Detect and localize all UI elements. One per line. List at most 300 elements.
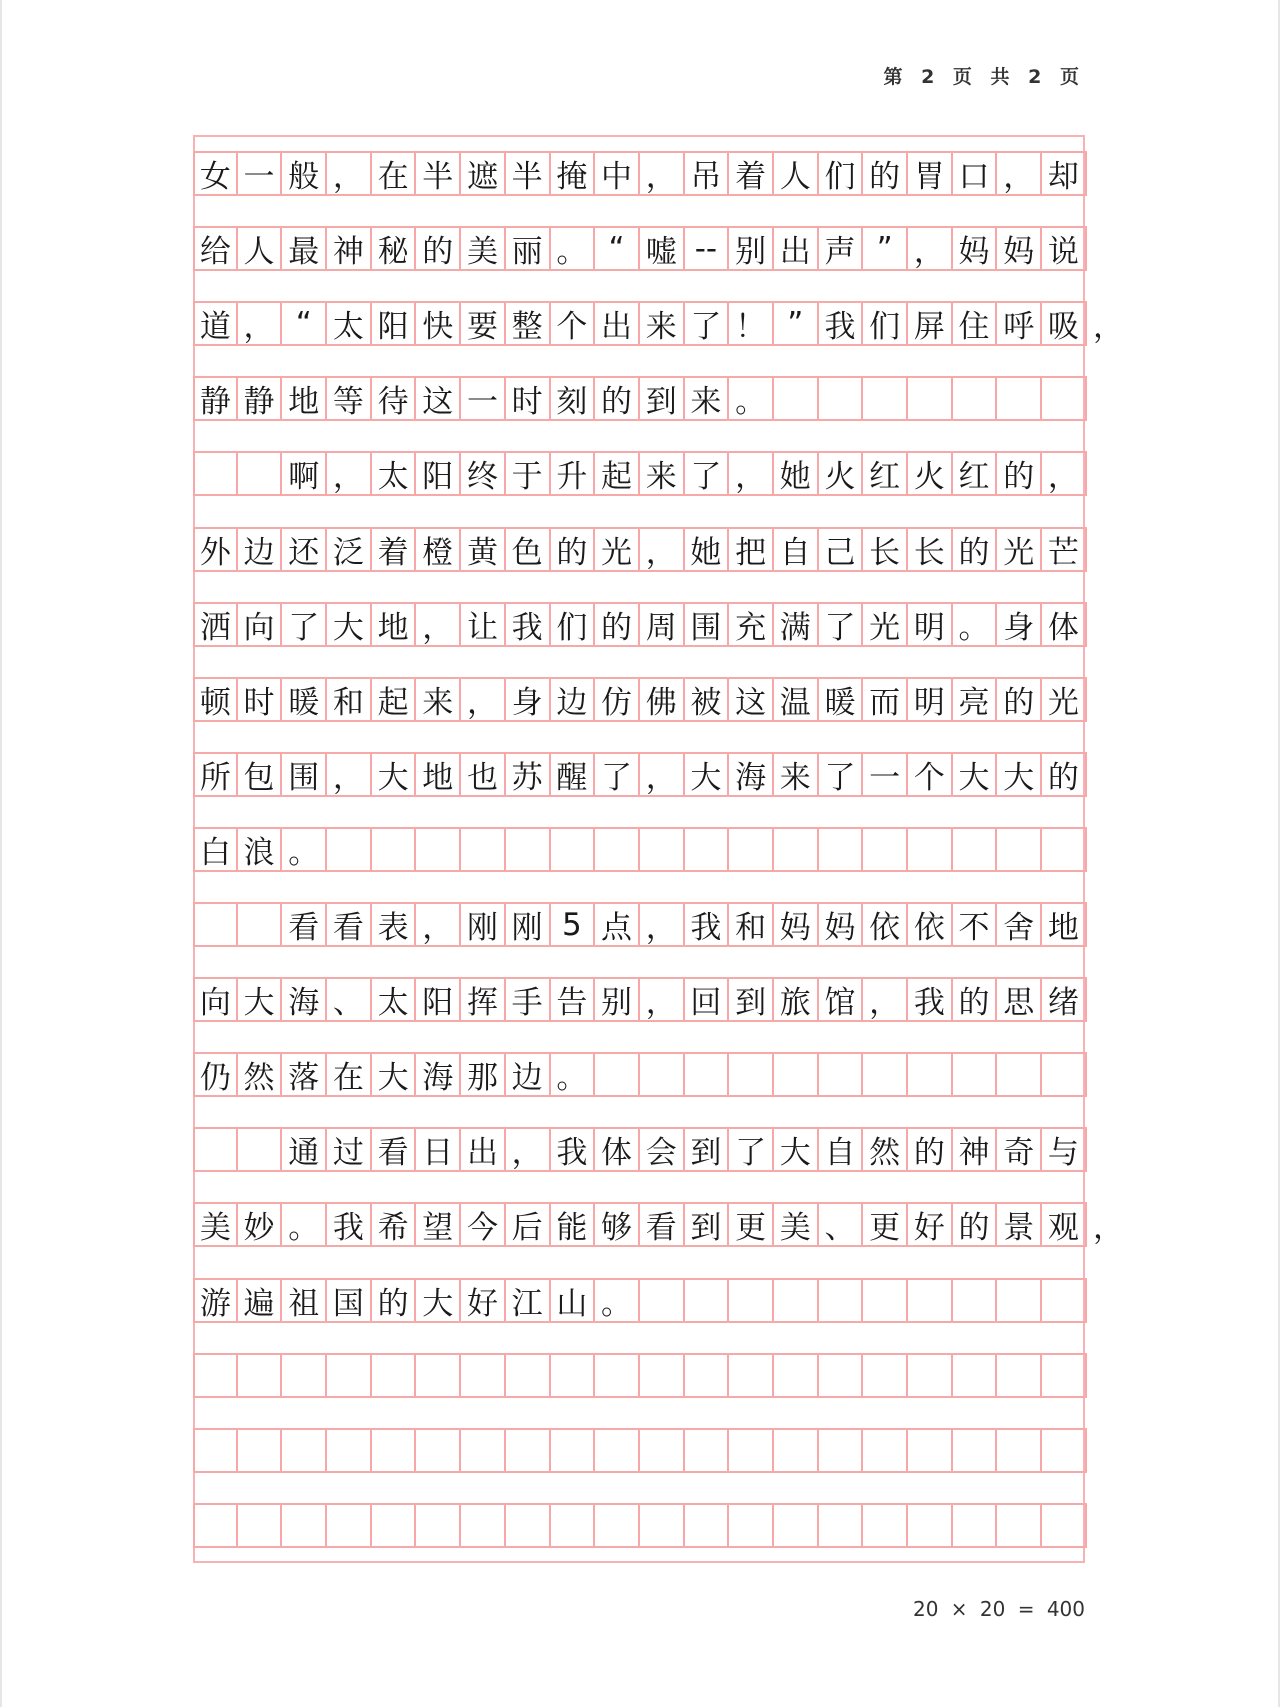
grid-cell: 。 [729,378,774,419]
grid-cell: 暖 [282,679,327,720]
grid-cell: 后 [506,1204,551,1245]
grid-cell [819,1430,864,1471]
grid-cell [819,1505,864,1546]
grid-cell: 丽 [506,228,551,269]
grid-cell: 在 [372,153,417,194]
grid-cell: 手 [506,979,551,1020]
grid-cell [953,378,998,419]
grid-cell: 的 [997,679,1042,720]
grid-cell [774,1430,819,1471]
grid-cell: ” [774,303,819,344]
grid-cell: 屏 [908,303,953,344]
grid-cell: 住 [953,303,998,344]
grid-row [193,301,1124,346]
grid-cell [819,829,864,870]
grid-cell [282,1355,327,1396]
grid-cell: 把 [729,529,774,570]
grid-cell: ， [640,979,685,1020]
grid-cell [997,378,1042,419]
grid-cell [953,829,998,870]
grid-cell: 然 [238,1054,283,1095]
grid-cell: ， [327,754,372,795]
grid-cell: ， [640,754,685,795]
grid-cell [238,453,283,494]
grid-cell: 也 [461,754,506,795]
grid-cell: 和 [327,679,372,720]
grid-cell: 芒 [1042,529,1087,570]
grid-row [193,226,1087,271]
grid-cell: 我 [819,303,864,344]
grid-row [193,977,1087,1022]
grid-cell: ， [908,228,953,269]
grid-cell [238,1430,283,1471]
grid-cell [774,1280,819,1321]
grid-cell [640,1355,685,1396]
grid-cell: 看 [282,904,327,945]
grid-cell: 与 [1042,1129,1087,1170]
grid-cell: 时 [238,679,283,720]
grid-cell: 地 [1042,904,1087,945]
grid-cell: 嘘 [640,228,685,269]
grid-cell: ， [997,153,1042,194]
grid-cell [953,1280,998,1321]
grid-cell [372,1430,417,1471]
grid-cell: ， [640,529,685,570]
grid-cell: 更 [863,1204,908,1245]
grid-cell [774,378,819,419]
grid-cell: 海 [416,1054,461,1095]
grid-cell: 的 [1042,754,1087,795]
grid-cell: 我 [327,1204,372,1245]
grid-cell: 体 [595,1129,640,1170]
grid-cell: 。 [551,228,596,269]
page-edge-left [0,0,2,1707]
grid-cell: 最 [282,228,327,269]
grid-cell [685,829,730,870]
grid-cell [461,1430,506,1471]
grid-cell [238,1505,283,1546]
grid-cell [997,829,1042,870]
grid-cell [863,378,908,419]
grid-cell: 看 [327,904,372,945]
grid-cell: 今 [461,1204,506,1245]
grid-cell: 火 [908,453,953,494]
grid-cell: 红 [953,453,998,494]
grid-cell: 大 [997,754,1042,795]
grid-cell: 半 [506,153,551,194]
grid-cell [685,1280,730,1321]
grid-cell: 了 [819,604,864,645]
grid-cell: 们 [863,303,908,344]
grid-cell: 到 [685,1204,730,1245]
grid-cell: 终 [461,453,506,494]
grid-cell: 的 [416,228,461,269]
grid-cell: 们 [551,604,596,645]
grid-cell: 思 [997,979,1042,1020]
grid-cell: 太 [327,303,372,344]
grid-cell [238,1355,283,1396]
grid-cell: 、 [819,1204,864,1245]
grid-cell: 火 [819,453,864,494]
grid-cell: 白 [193,829,238,870]
grid-cell: 女 [193,153,238,194]
grid-cell [327,829,372,870]
grid-cell: 的 [908,1129,953,1170]
grid-cell: 胃 [908,153,953,194]
grid-cell: 景 [997,1204,1042,1245]
grid-cell: 般 [282,153,327,194]
grid-cell: 那 [461,1054,506,1095]
grid-cell [953,1054,998,1095]
grid-cell: 够 [595,1204,640,1245]
grid-cell: 呼 [997,303,1042,344]
grid-cell: 被 [685,679,730,720]
grid-cell [908,1505,953,1546]
grid-cell: 通 [282,1129,327,1170]
grid-cell: “ [282,303,327,344]
grid-cell: 到 [640,378,685,419]
grid-cell [506,829,551,870]
grid-cell: 了 [282,604,327,645]
grid-cell [997,1355,1042,1396]
grid-cell: 己 [819,529,864,570]
grid-cell: 长 [908,529,953,570]
grid-cell: 温 [774,679,819,720]
grid-cell: 太 [372,979,417,1020]
grid-cell: 起 [595,453,640,494]
grid-cell: 的 [595,604,640,645]
grid-cell: 依 [908,904,953,945]
grid-row [193,827,1087,872]
grid-cell: 好 [461,1280,506,1321]
grid-cell: 神 [327,228,372,269]
grid-cell [997,1280,1042,1321]
grid-cell: 了 [729,1129,774,1170]
grid-cell: 更 [729,1204,774,1245]
grid-cell: 妈 [997,228,1042,269]
grid-cell: 出 [461,1129,506,1170]
grid-cell: “ [595,228,640,269]
grid-cell: 妈 [819,904,864,945]
grid-cell: 看 [372,1129,417,1170]
grid-cell: 出 [595,303,640,344]
grid-cell [193,904,238,945]
grid-cell: 。 [282,829,327,870]
grid-cell: 的 [551,529,596,570]
grid-cell: 大 [372,754,417,795]
grid-cell: 望 [416,1204,461,1245]
grid-cell [685,1505,730,1546]
grid-cell [193,1355,238,1396]
grid-cell: 海 [282,979,327,1020]
grid-cell: 一 [461,378,506,419]
grid-cell: 一 [238,153,283,194]
grid-cell [372,1355,417,1396]
grid-cell: 绪 [1042,979,1087,1020]
grid-cell: 明 [908,604,953,645]
grid-cell [327,1505,372,1546]
grid-cell: ， [863,979,908,1020]
grid-cell: 别 [729,228,774,269]
grid-cell: 这 [729,679,774,720]
grid-cell [416,1505,461,1546]
grid-cell [1042,1355,1087,1396]
grid-cell: 的 [863,153,908,194]
grid-cell: 时 [506,378,551,419]
grid-cell: 馆 [819,979,864,1020]
grid-cell [193,1129,238,1170]
grid-cell: 大 [238,979,283,1020]
grid-cell: 舍 [997,904,1042,945]
grid-cell: 别 [595,979,640,1020]
grid-cell [953,1355,998,1396]
grid-cell: 半 [416,153,461,194]
grid-cell: 她 [774,453,819,494]
grid-cell [461,1505,506,1546]
grid-cell [506,1505,551,1546]
grid-cell: 和 [729,904,774,945]
grid-cell: 江 [506,1280,551,1321]
grid-cell: 着 [372,529,417,570]
grid-cell [819,1355,864,1396]
grid-cell [774,829,819,870]
grid-cell: 泛 [327,529,372,570]
grid-cell [595,1505,640,1546]
grid-cell: 山 [551,1280,596,1321]
grid-cell: 大 [372,1054,417,1095]
grid-cell [372,1505,417,1546]
grid-cell: 美 [193,1204,238,1245]
grid-row [193,1202,1124,1247]
grid-cell: 一 [863,754,908,795]
grid-cell: 的 [372,1280,417,1321]
grid-cell: 我 [506,604,551,645]
grid-cell: 表 [372,904,417,945]
grid-cell [372,829,417,870]
grid-cell: 让 [461,604,506,645]
grid-cell: 向 [193,979,238,1020]
grid-cell: 给 [193,228,238,269]
grid-cell: 边 [238,529,283,570]
grid-cell: 着 [729,153,774,194]
grid-cell: 亮 [953,679,998,720]
grid-cell: ， [327,153,372,194]
grid-cell: 落 [282,1054,327,1095]
grid-cell [685,1355,730,1396]
grid-cell: 于 [506,453,551,494]
grid-cell: 阳 [416,979,461,1020]
grid-cell: 充 [729,604,774,645]
grid-cell [863,1505,908,1546]
grid-cell [416,829,461,870]
grid-cell [729,1430,774,1471]
grid-row [193,1127,1087,1172]
grid-cell: 、 [327,979,372,1020]
grid-cell [1042,1054,1087,1095]
grid-cell [819,1054,864,1095]
grid-cell: 的 [953,1204,998,1245]
grid-cell: 妈 [774,904,819,945]
grid-cell: 好 [908,1204,953,1245]
overflow-punctuation: ， [1093,309,1124,346]
grid-cell: ， [1042,453,1087,494]
grid-cell: 奇 [997,1129,1042,1170]
grid-cell: 啊 [282,453,327,494]
grid-cell [908,1355,953,1396]
grid-cell: 。 [595,1280,640,1321]
grid-cell: 吸 [1042,303,1087,344]
grid-cell: 色 [506,529,551,570]
grid-cell: 来 [685,378,730,419]
grid-cell: 点 [595,904,640,945]
grid-cell [327,1430,372,1471]
grid-cell [908,829,953,870]
grid-cell: 遮 [461,153,506,194]
grid-cell: 的 [953,529,998,570]
grid-cell: 个 [908,754,953,795]
grid-cell [863,1355,908,1396]
composition-grid [193,135,1124,1563]
grid-cell: ， [506,1129,551,1170]
grid-cell [774,1505,819,1546]
grid-cell: 。 [953,604,998,645]
grid-cell: 起 [372,679,417,720]
grid-cell: 。 [282,1204,327,1245]
grid-cell: ， [461,679,506,720]
grid-cell: 太 [372,453,417,494]
grid-cell [863,1054,908,1095]
grid-cell: 静 [193,378,238,419]
grid-cell [282,1505,327,1546]
grid-cell [551,1430,596,1471]
grid-row [193,1278,1087,1323]
grid-cell [729,1355,774,1396]
grid-cell: 会 [640,1129,685,1170]
grid-cell: 看 [640,1204,685,1245]
grid-cell [729,1505,774,1546]
grid-cell: 地 [416,754,461,795]
grid-cell: 妙 [238,1204,283,1245]
grid-cell: -- [685,228,730,269]
grid-cell [819,378,864,419]
grid-cell: 长 [863,529,908,570]
grid-cell: 在 [327,1054,372,1095]
grid-cell: 吊 [685,153,730,194]
grid-cell: 静 [238,378,283,419]
grid-cell: 黄 [461,529,506,570]
grid-cell [640,829,685,870]
grid-cell: 出 [774,228,819,269]
grid-cell [863,829,908,870]
grid-cell: 大 [774,1129,819,1170]
grid-cell [640,1280,685,1321]
grid-cell [640,1430,685,1471]
grid-cell [327,1355,372,1396]
grid-cell: ， [640,153,685,194]
grid-cell: 人 [238,228,283,269]
grid-cell: ， [640,904,685,945]
grid-cell: 依 [863,904,908,945]
grid-cell: 光 [997,529,1042,570]
grid-cell [908,378,953,419]
grid-cell: 大 [685,754,730,795]
grid-cell: 5 [551,904,596,945]
grid-row [193,1052,1087,1097]
grid-cell [997,1430,1042,1471]
grid-cell: 要 [461,303,506,344]
grid-cell: 了 [685,453,730,494]
grid-cell: 了 [595,754,640,795]
grid-cell: 国 [327,1280,372,1321]
grid-row [193,1353,1087,1398]
grid-cell [1042,378,1087,419]
grid-cell: 光 [1042,679,1087,720]
grid-cell [729,1280,774,1321]
grid-cell [863,1430,908,1471]
grid-cell: 人 [774,153,819,194]
grid-row [193,1503,1087,1548]
grid-cell: 醒 [551,754,596,795]
grid-cell [640,1054,685,1095]
grid-cell [506,1355,551,1396]
grid-cell: 观 [1042,1204,1087,1245]
grid-cell: 来 [640,303,685,344]
grid-cell: 所 [193,754,238,795]
grid-cell: 暖 [819,679,864,720]
grid-cell [774,1054,819,1095]
grid-row [193,151,1087,196]
grid-cell: 然 [863,1129,908,1170]
grid-cell: ！ [729,303,774,344]
grid-cell [595,1054,640,1095]
grid-cell [506,1430,551,1471]
overflow-punctuation: ， [1093,1210,1124,1247]
grid-cell: 仍 [193,1054,238,1095]
grid-row [193,677,1087,722]
grid-cell [997,1054,1042,1095]
grid-cell [997,1505,1042,1546]
grid-cell: 旅 [774,979,819,1020]
grid-cell: 了 [819,754,864,795]
grid-cell [461,829,506,870]
grid-cell: 满 [774,604,819,645]
grid-cell: 来 [416,679,461,720]
grid-cell: 来 [640,453,685,494]
grid-cell [1042,1280,1087,1321]
grid-cell [595,1355,640,1396]
grid-cell: 我 [551,1129,596,1170]
grid-cell: 大 [416,1280,461,1321]
grid-row [193,376,1087,421]
grid-cell [416,1430,461,1471]
grid-row [193,1428,1087,1473]
grid-cell [729,1054,774,1095]
grid-cell: 声 [819,228,864,269]
grid-cell: ， [416,904,461,945]
grid-cell: 到 [685,1129,730,1170]
grid-cell: 身 [997,604,1042,645]
grid-cell: 包 [238,754,283,795]
grid-cell: 而 [863,679,908,720]
grid-cell [1042,1430,1087,1471]
grid-cell: 待 [372,378,417,419]
grid-cell [595,1430,640,1471]
grid-cell: 边 [551,679,596,720]
grid-cell [551,1505,596,1546]
grid-cell: 掩 [551,153,596,194]
grid-cell: 还 [282,529,327,570]
grid-cell: 不 [953,904,998,945]
